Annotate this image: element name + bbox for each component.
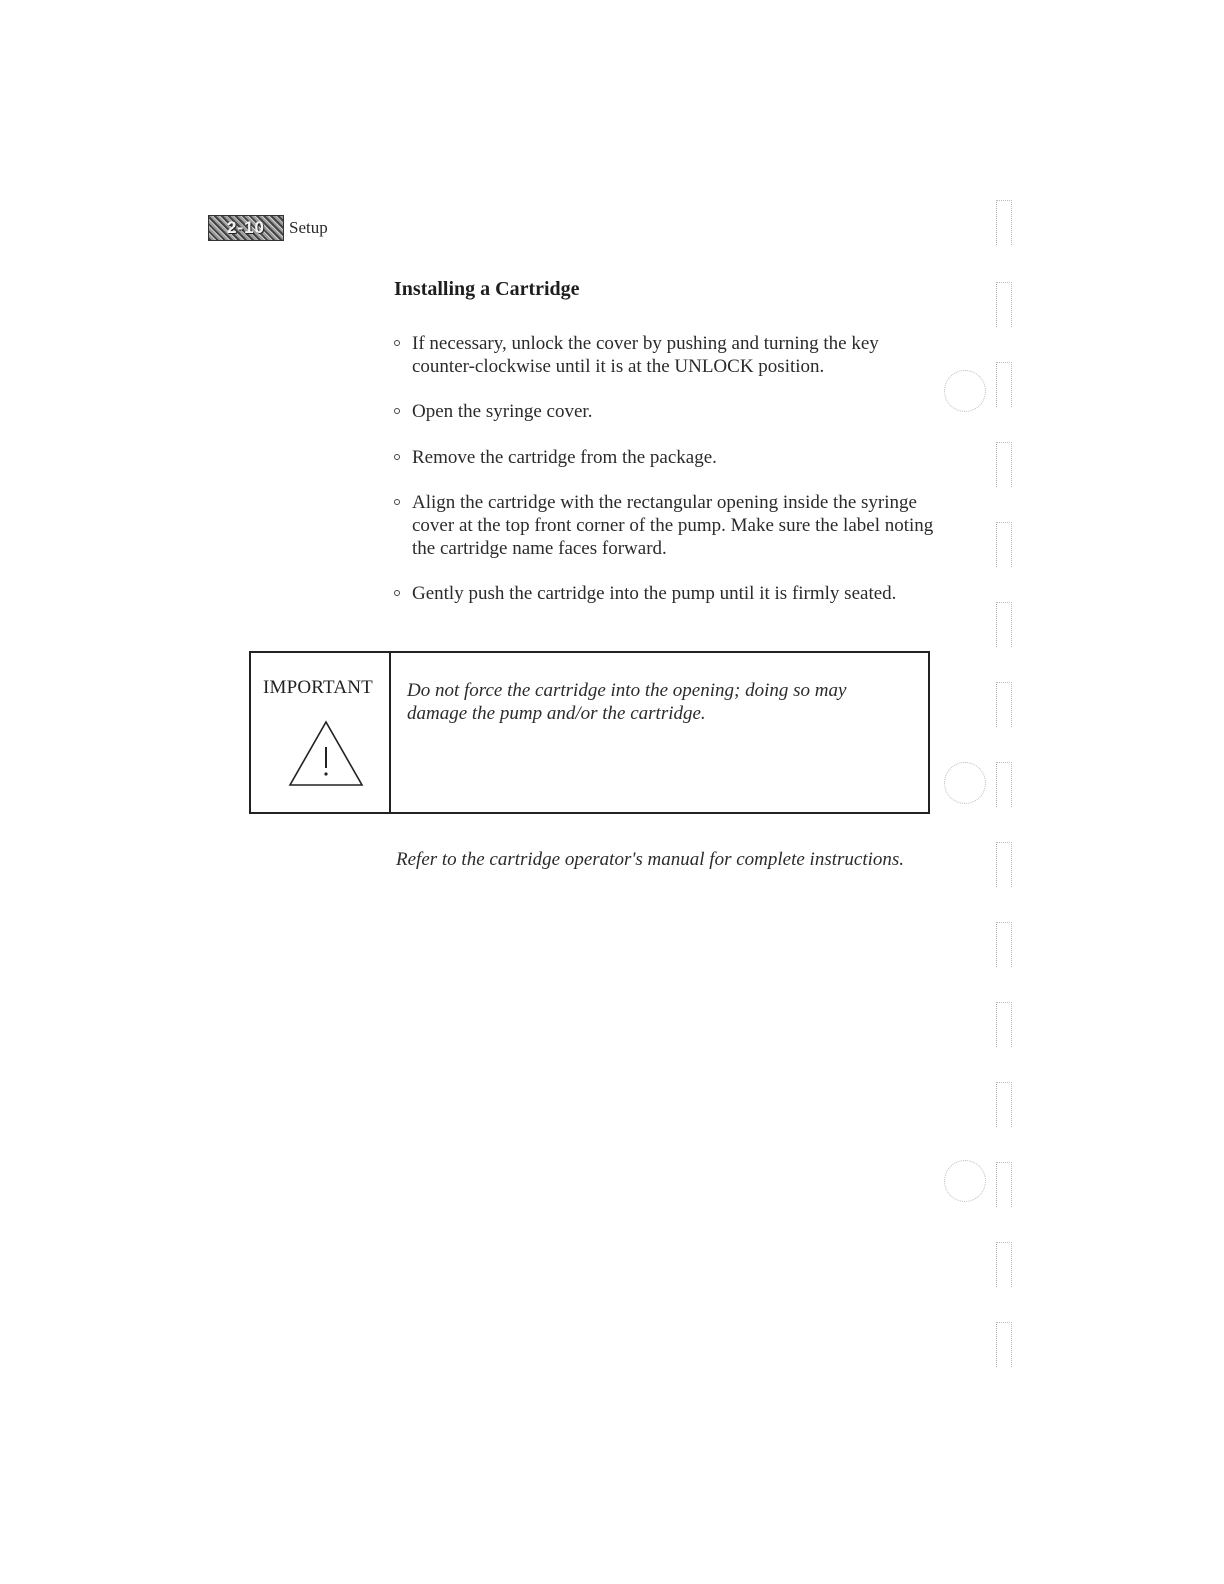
bullet-icon <box>394 454 400 460</box>
binder-hole-mark <box>944 1160 986 1202</box>
binder-tab-mark <box>996 362 1012 407</box>
binder-tab-mark <box>996 922 1012 967</box>
binder-hole-mark <box>944 370 986 412</box>
important-text: Do not force the cartridge into the opening; doing so may damage the pump and/or the cartridge. <box>407 680 847 724</box>
page-number-badge <box>208 215 284 241</box>
section-name: Setup <box>289 218 328 237</box>
binder-tab-mark <box>996 1162 1012 1207</box>
bullet-icon <box>394 590 400 596</box>
binder-tab-mark <box>996 1002 1012 1047</box>
binder-tab-mark <box>996 682 1012 727</box>
step-text: Gently push the cartridge into the pump until it is firmly seated. <box>412 583 897 604</box>
binder-tab-mark <box>996 200 1012 245</box>
important-notice <box>249 651 930 814</box>
step-item <box>394 400 939 423</box>
binder-tab-mark <box>996 282 1012 327</box>
step-item <box>394 582 939 605</box>
step-text: Open the syringe cover. <box>412 401 593 422</box>
footer-note: Refer to the cartridge operator's manual for complete instructions. <box>396 849 905 870</box>
binder-tab-mark <box>996 602 1012 647</box>
page-header <box>208 214 328 242</box>
binder-tab-mark <box>996 1082 1012 1127</box>
binder-tab-mark <box>996 522 1012 567</box>
important-label: IMPORTANT <box>263 677 373 698</box>
binder-tab-mark <box>996 1242 1012 1287</box>
binder-tab-mark <box>996 842 1012 887</box>
important-label-cell <box>251 653 391 812</box>
binder-tab-mark <box>996 762 1012 807</box>
step-text: Align the cartridge with the rectangular opening inside the syringe cover at the top front corner of the pump. Make sure the label noting the cartridge name faces forward. <box>412 492 934 559</box>
step-text: If necessary, unlock the cover by pushing and turning the key counter-clockwise until it is at the UNLOCK position. <box>412 333 879 377</box>
important-text-cell <box>391 653 928 812</box>
section-title: Installing a Cartridge <box>394 278 580 300</box>
page-number: 2-10 <box>226 218 266 237</box>
bullet-icon <box>394 340 400 346</box>
bullet-icon <box>394 408 400 414</box>
scan-binder-marks <box>990 200 1020 1380</box>
step-item <box>394 491 939 560</box>
step-item <box>394 332 939 378</box>
binder-tab-mark <box>996 1322 1012 1367</box>
step-item <box>394 446 939 469</box>
binder-hole-mark <box>944 762 986 804</box>
steps-list <box>394 332 939 605</box>
bullet-icon <box>394 499 400 505</box>
step-text: Remove the cartridge from the package. <box>412 447 717 468</box>
binder-tab-mark <box>996 442 1012 487</box>
warning-triangle-icon <box>287 719 365 789</box>
